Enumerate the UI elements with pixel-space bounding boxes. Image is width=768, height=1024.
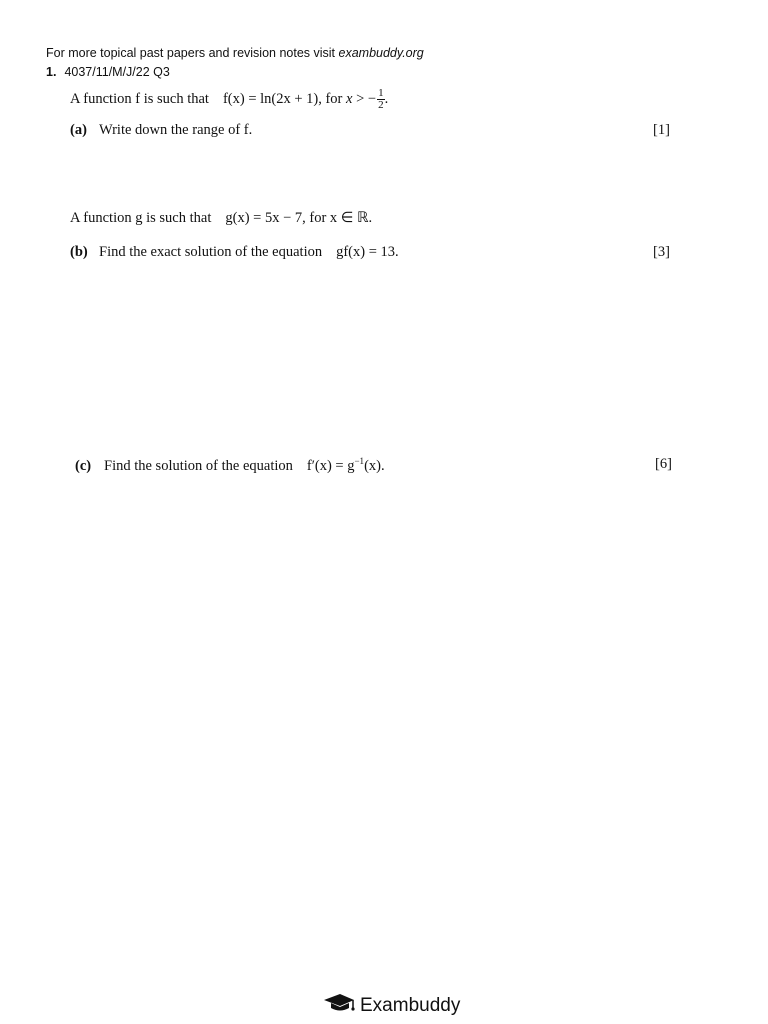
part-b-marks: [3]	[653, 244, 670, 260]
part-a	[70, 122, 252, 139]
intro-f-rel: > −	[352, 90, 377, 107]
graduation-cap-icon	[322, 992, 356, 1020]
header-text: For more topical past papers and revision notes visit	[46, 46, 339, 60]
function-g-definition	[70, 210, 372, 227]
part-b-math: gf(x) = 13.	[336, 244, 399, 260]
part-b-label: (b)	[70, 244, 88, 260]
header-site-link[interactable]: exambuddy.org	[338, 46, 424, 60]
intro-f-math	[222, 87, 389, 111]
part-b	[70, 244, 399, 261]
part-c-text: Find the solution of the equation	[104, 457, 293, 474]
part-c-math-left: f′(x) = g	[306, 457, 355, 474]
part-a-text: Write down the range of f.	[99, 122, 253, 138]
intro-f-var: x	[346, 90, 353, 107]
fraction-numerator: 1	[378, 87, 384, 99]
footer-brand-name: Exambuddy	[360, 995, 461, 1016]
intro-g-math: g(x) = 5x − 7, for x ∈ ℝ.	[225, 210, 373, 226]
part-c	[75, 456, 385, 475]
part-a-label: (a)	[70, 122, 87, 138]
function-f-definition	[70, 88, 388, 111]
question-heading	[46, 65, 170, 79]
part-c-math	[307, 458, 385, 474]
fraction-denominator: 2	[378, 99, 384, 111]
intro-g-text: A function g is such that	[70, 210, 212, 226]
question-code: 4037/11/M/J/22 Q3	[64, 65, 170, 79]
intro-f-end: .	[384, 90, 389, 107]
part-b-text: Find the exact solution of the equation	[99, 244, 323, 260]
part-c-math-right: (x).	[364, 457, 385, 474]
footer-brand	[322, 992, 460, 1020]
question-number: 1.	[46, 65, 57, 79]
fraction	[377, 88, 385, 111]
intro-f-text: A function f is such that	[70, 90, 209, 107]
page-header	[46, 46, 424, 60]
part-a-marks: [1]	[653, 122, 670, 138]
part-c-label: (c)	[75, 457, 92, 474]
intro-f-math-left: f(x) = ln(2x + 1), for	[222, 90, 347, 107]
part-c-marks: [6]	[655, 456, 672, 472]
part-c-math-sup: −1	[354, 456, 365, 466]
